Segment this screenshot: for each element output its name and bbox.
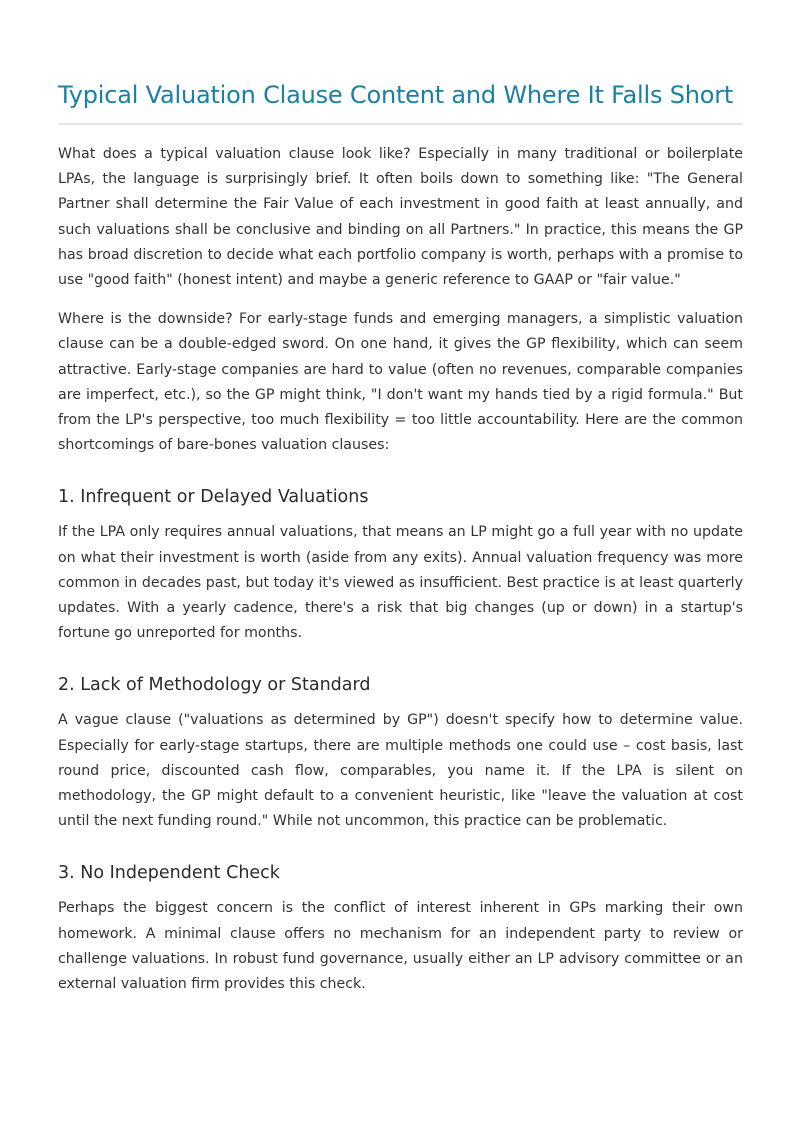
intro-paragraph-2: Where is the downside? For early-stage funds and emerging managers, a simplistic valuation clause can be a double-edged sword. On one hand, it gives the GP flexibility, which can seem attractive. Early-stage companies are hard to value (often no revenues, comparable companies are imperfect, etc.), so the GP might think, "I don't want my hands tied by a rigid formula." But from the LP's perspective, too much flexibility = too little accountability. Here are the common shortcomings of bare-bones valuation clauses: xyxy=(58,311,743,454)
section-heading: 1. Infrequent or Delayed Valuations xyxy=(58,487,369,508)
section-paragraph: Perhaps the biggest concern is the conflict of interest inherent in GPs marking their own homework. A minimal clause offers no mechanism for an independent party to review or challenge valuations. In robust fund governance, usually either an LP advisory committee or an external valuation firm provides this check. xyxy=(58,900,743,993)
section-lack-of-methodology xyxy=(58,672,743,834)
section-heading: 2. Lack of Methodology or Standard xyxy=(58,675,371,696)
section-paragraph: If the LPA only requires annual valuations, that means an LP might go a full year with no update on what their investment is worth (aside from any exits). Annual valuation frequency was more common in decades past, but today it's viewed as insufficient. Best practice is at least quarterly updates. With a yearly cadence, there's a risk that big changes (up or down) in a startup's fortune go unreported for months. xyxy=(58,524,743,642)
page-title: Typical Valuation Clause Content and Where It Falls Short xyxy=(58,78,743,125)
section-no-independent-check xyxy=(58,860,743,997)
section-paragraph: A vague clause ("valuations as determined by GP") doesn't specify how to determine value. Especially for early-stage startups, there are multiple methods one could use – cost basis, last round price, discounted cash flow, comparables, you name it. If the LPA is silent on methodology, the GP might default to a convenient heuristic, like "leave the valuation at cost until the next funding round." While not uncommon, this practice can be problematic. xyxy=(58,712,743,830)
section-infrequent-valuations xyxy=(58,484,743,646)
document-page xyxy=(58,66,743,997)
section-heading: 3. No Independent Check xyxy=(58,863,280,884)
intro-paragraph-1: What does a typical valuation clause look like? Especially in many traditional or boilerplate LPAs, the language is surprisingly brief. It often boils down to something like: "The General Partner shall determine the Fair Value of each investment in good faith at least annually, and such valuations shall be conclusive and binding on all Partners." In practice, this means the GP has broad discretion to decide what each portfolio company is worth, perhaps with a promise to use "good faith" (honest intent) and maybe a generic reference to GAAP or "fair value." xyxy=(58,146,743,289)
